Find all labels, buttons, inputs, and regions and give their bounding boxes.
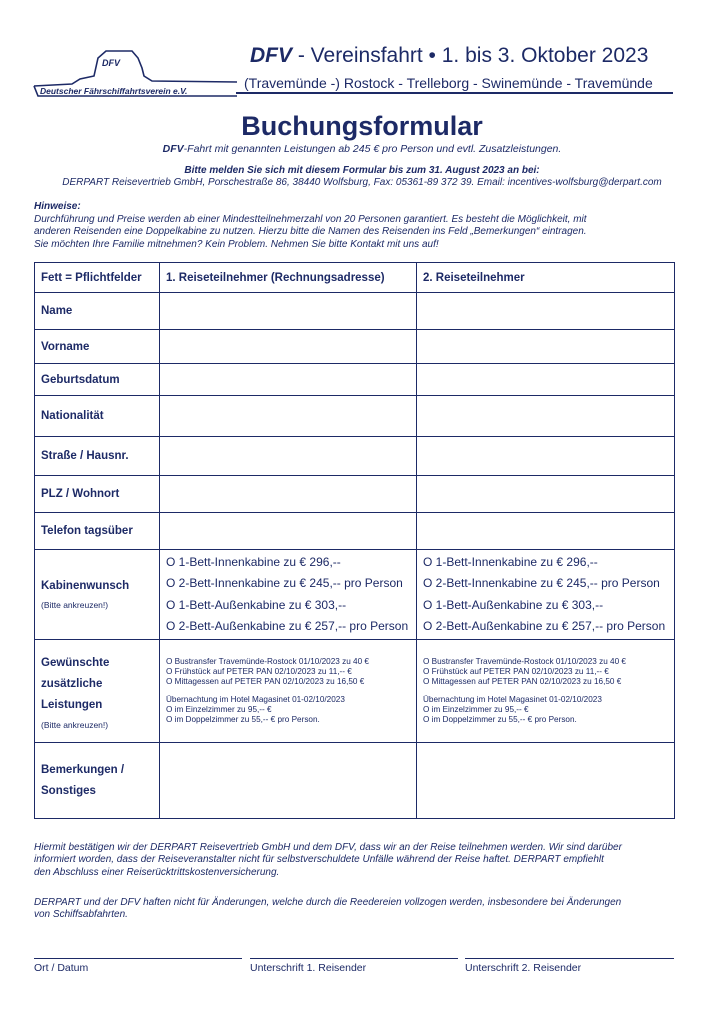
agency-address: DERPART Reisevertrieb GmbH, Porschestraße 86, 38440 Wolfsburg, Fax: 05361-89 372 39. Email: incentives-wolfsburg@derpart.com bbox=[62, 177, 662, 188]
row-cabin bbox=[35, 550, 675, 640]
label-firstname: Vorname bbox=[35, 330, 160, 364]
extra-option-breakfast[interactable]: O Frühstück auf PETER PAN 02/10/2023 zu 11,-- € bbox=[423, 667, 609, 677]
liability-text bbox=[34, 897, 674, 922]
notes-heading: Hinweise: bbox=[34, 201, 81, 212]
notes-block bbox=[34, 201, 674, 251]
cabin-option-double-inner[interactable]: O 2-Bett-Innenkabine zu € 245,-- pro Person bbox=[166, 576, 403, 590]
label-nationality: Nationalität bbox=[35, 396, 160, 437]
firstname-field-1[interactable] bbox=[160, 330, 417, 364]
name-field-1[interactable] bbox=[160, 293, 417, 330]
label-remarks-line: Bemerkungen / bbox=[41, 763, 125, 776]
signature-2-label: Unterschrift 2. Reisender bbox=[465, 962, 582, 974]
booking-table bbox=[34, 262, 675, 819]
label-extras-line: zusätzliche bbox=[41, 677, 103, 690]
firstname-field-2[interactable] bbox=[417, 330, 675, 364]
row-name bbox=[35, 293, 675, 330]
nationality-field-2[interactable] bbox=[417, 396, 675, 437]
remarks-label-cell bbox=[35, 743, 160, 819]
extras-hint: (Bitte ankreuzen!) bbox=[41, 719, 109, 730]
row-birthdate bbox=[35, 364, 675, 396]
street-field-2[interactable] bbox=[417, 437, 675, 476]
remarks-field-1[interactable] bbox=[160, 743, 417, 819]
label-cabin: Kabinenwunsch bbox=[41, 579, 130, 592]
extra-option-bus[interactable]: O Bustransfer Travemünde-Rostock 01/10/2023 zu 40 € bbox=[166, 656, 369, 666]
row-nationality bbox=[35, 396, 675, 437]
label-street: Straße / Hausnr. bbox=[35, 437, 160, 476]
brand-name: DFV bbox=[250, 44, 292, 67]
extra-option-lunch[interactable]: O Mittagessen auf PETER PAN 02/10/2023 zu 16,50 € bbox=[166, 677, 365, 687]
trip-title: - Vereinsfahrt • 1. bis 3. Oktober 2023 bbox=[292, 44, 649, 67]
trip-heading bbox=[250, 44, 648, 68]
liability-line: DERPART und der DFV haften nicht für Änderungen, welche durch die Reedereien vollzogen werden, insbesondere bei Änderungen bbox=[34, 897, 622, 908]
row-remarks bbox=[35, 743, 675, 819]
row-phone bbox=[35, 513, 675, 550]
notes-line: Sie möchten Ihre Familie mitnehmen? Kein Problem. Nehmen Sie bitte Kontakt mit uns auf! bbox=[34, 238, 439, 250]
hotel-option-double[interactable]: O im Doppelzimmer zu 55,-- € pro Person. bbox=[166, 714, 320, 724]
cabin-options-2 bbox=[417, 550, 675, 640]
cabin-option-double-outer[interactable]: O 2-Bett-Außenkabine zu € 257,-- pro Person bbox=[423, 619, 666, 633]
svg-text:DFV: DFV bbox=[102, 58, 120, 68]
phone-field-2[interactable] bbox=[417, 513, 675, 550]
place-date-label: Ort / Datum bbox=[34, 962, 89, 974]
nationality-field-1[interactable] bbox=[160, 396, 417, 437]
extra-option-lunch[interactable]: O Mittagessen auf PETER PAN 02/10/2023 zu 16,50 € bbox=[423, 677, 622, 687]
remarks-field-2[interactable] bbox=[417, 743, 675, 819]
signature-1-label: Unterschrift 1. Reisender bbox=[250, 962, 367, 974]
row-firstname bbox=[35, 330, 675, 364]
label-extras-line: Leistungen bbox=[41, 698, 103, 711]
subtitle-text: -Fahrt mit genannten Leistungen ab 245 € pro Person und evtl. Zusatzleistungen. bbox=[183, 143, 562, 155]
place-date-line[interactable] bbox=[34, 958, 242, 959]
city-field-1[interactable] bbox=[160, 476, 417, 513]
extra-option-breakfast[interactable]: O Frühstück auf PETER PAN 02/10/2023 zu 11,-- € bbox=[166, 667, 352, 677]
cabin-hint: (Bitte ankreuzen!) bbox=[41, 599, 109, 610]
hotel-heading: Übernachtung im Hotel Magasinet 01-02/10/2023 bbox=[423, 694, 602, 704]
signature-2-line[interactable] bbox=[465, 958, 674, 959]
liability-line: von Schiffsabfahrten. bbox=[34, 909, 128, 921]
label-extras-line: Gewünschte bbox=[41, 656, 110, 669]
subtitle-brand: DFV bbox=[162, 143, 184, 155]
form-subtitle bbox=[0, 143, 724, 155]
confirmation-text bbox=[34, 842, 674, 879]
notes-line: Durchführung und Preise werden ab einer Mindestteilnehmerzahl von 20 Personen garantiert. Es besteht die Möglichkeit, mit bbox=[34, 213, 587, 225]
extras-label-cell bbox=[35, 640, 160, 743]
confirmation-line: Hiermit bestätigen wir der DERPART Reisevertrieb GmbH und dem DFV, dass wir an der Reise teilnehmen werden. Wir sind darüber bbox=[34, 842, 622, 853]
row-street bbox=[35, 437, 675, 476]
form-title: Buchungsformular bbox=[241, 111, 483, 141]
phone-field-1[interactable] bbox=[160, 513, 417, 550]
label-remarks-line: Sonstiges bbox=[41, 784, 96, 797]
cabin-option-single-outer[interactable]: O 1-Bett-Außenkabine zu € 303,-- bbox=[423, 597, 604, 612]
header-rule bbox=[236, 92, 673, 94]
cabin-label-cell bbox=[35, 550, 160, 640]
confirmation-line: den Abschluss einer Reiserücktrittskostenversicherung. bbox=[34, 866, 280, 878]
extras-options-2 bbox=[417, 640, 675, 743]
route-line: (Travemünde -) Rostock - Trelleborg - Swinemünde - Travemünde bbox=[244, 75, 653, 91]
header-traveler-2: 2. Reiseteilnehmer bbox=[417, 263, 675, 293]
cabin-option-single-inner[interactable]: O 1-Bett-Innenkabine zu € 296,-- bbox=[423, 554, 598, 569]
header-required-note: Fett = Pflichtfelder bbox=[35, 263, 160, 293]
table-header-row bbox=[35, 263, 675, 293]
cabin-option-double-inner[interactable]: O 2-Bett-Innenkabine zu € 245,-- pro Person bbox=[423, 576, 660, 590]
label-name: Name bbox=[35, 293, 160, 330]
hotel-option-single[interactable]: O im Einzelzimmer zu 95,-- € bbox=[423, 704, 529, 714]
name-field-2[interactable] bbox=[417, 293, 675, 330]
logo-subtitle: Deutscher Fährschiffahrtsverein e.V. bbox=[40, 86, 188, 96]
label-phone: Telefon tagsüber bbox=[35, 513, 160, 550]
extra-option-bus[interactable]: O Bustransfer Travemünde-Rostock 01/10/2023 zu 40 € bbox=[423, 656, 626, 666]
street-field-1[interactable] bbox=[160, 437, 417, 476]
header-traveler-1: 1. Reiseteilnehmer (Rechnungsadresse) bbox=[160, 263, 417, 293]
cabin-option-double-outer[interactable]: O 2-Bett-Außenkabine zu € 257,-- pro Person bbox=[166, 619, 409, 633]
notes-line: anderen Reisenden eine Doppelkabine zu nutzen. Hierzu bitte die Namen des Reisenden ins Feld „Bemerkungen“ eintragen. bbox=[34, 226, 587, 238]
birthdate-field-2[interactable] bbox=[417, 364, 675, 396]
label-birthdate: Geburtsdatum bbox=[35, 364, 160, 396]
hotel-option-single[interactable]: O im Einzelzimmer zu 95,-- € bbox=[166, 704, 272, 714]
hotel-option-double[interactable]: O im Doppelzimmer zu 55,-- € pro Person. bbox=[423, 714, 577, 724]
birthdate-field-1[interactable] bbox=[160, 364, 417, 396]
cabin-option-single-inner[interactable]: O 1-Bett-Innenkabine zu € 296,-- bbox=[166, 554, 341, 569]
city-field-2[interactable] bbox=[417, 476, 675, 513]
label-city: PLZ / Wohnort bbox=[35, 476, 160, 513]
signature-1-line[interactable] bbox=[250, 958, 458, 959]
confirmation-line: informiert worden, dass der Reiseveranstalter nicht für selbstverschuldete Unfälle während der Reise haftet. DERPART empfiehlt bbox=[34, 854, 604, 866]
cabin-options-1 bbox=[160, 550, 417, 640]
hotel-heading: Übernachtung im Hotel Magasinet 01-02/10/2023 bbox=[166, 694, 345, 704]
row-extras bbox=[35, 640, 675, 743]
deadline-line: Bitte melden Sie sich mit diesem Formular bis zum 31. August 2023 an bei: bbox=[184, 165, 540, 176]
row-city bbox=[35, 476, 675, 513]
cabin-option-single-outer[interactable]: O 1-Bett-Außenkabine zu € 303,-- bbox=[166, 597, 347, 612]
extras-options-1 bbox=[160, 640, 417, 743]
